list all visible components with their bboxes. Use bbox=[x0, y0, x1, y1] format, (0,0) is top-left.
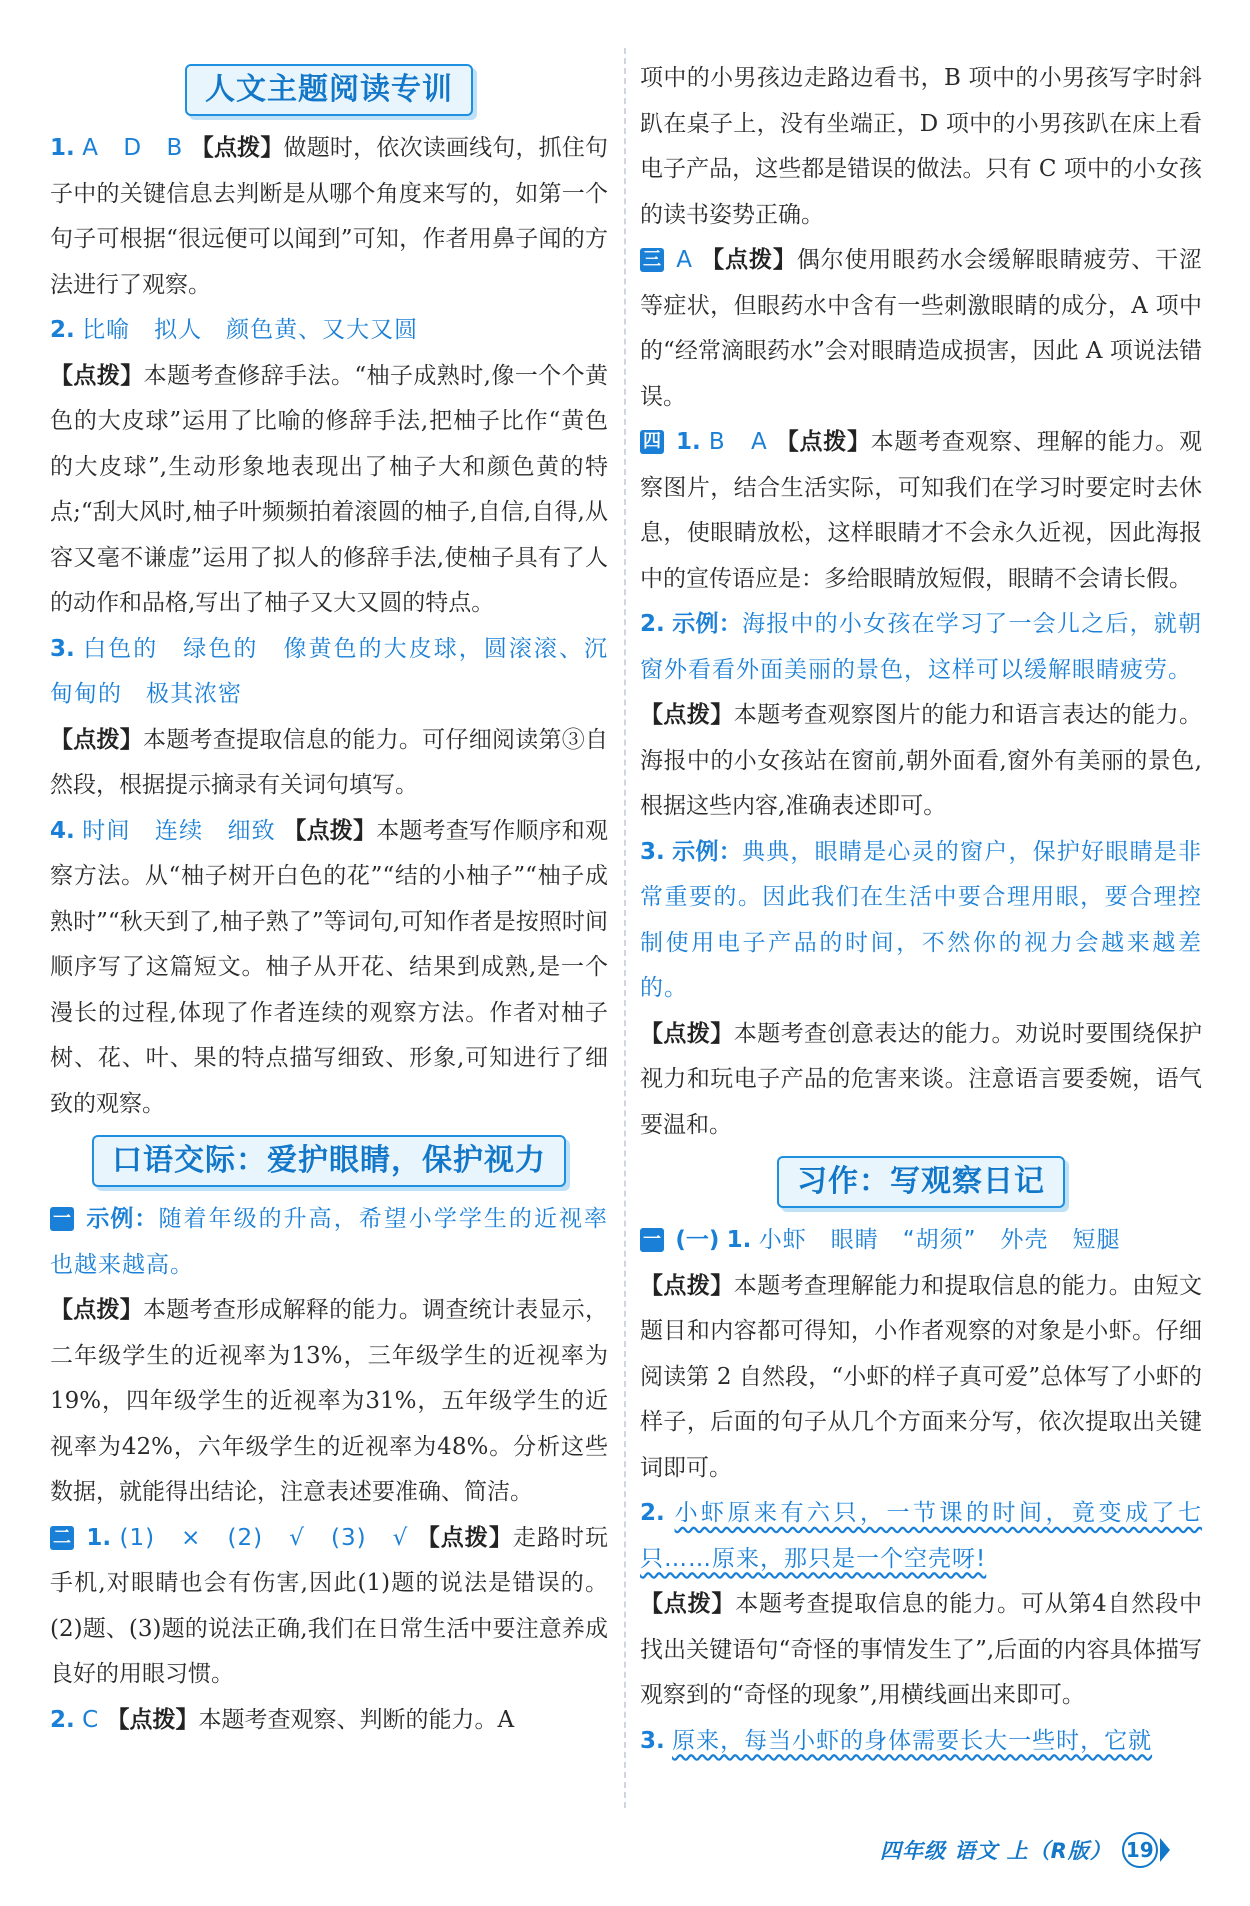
page-footer bbox=[880, 1830, 1170, 1870]
writing-part-1: 一 (一) 1. 小虾 眼睛 “胡须” 外壳 短腿 bbox=[640, 1218, 1202, 1264]
writing-q2-hint: 【点拨】本题考查提取信息的能力。可从第4自然段中找出关键语句“奇怪的事情发生了”,后面的内容具体描写观察到的“奇怪的现象”,用横线画出来即可。 bbox=[640, 1591, 1203, 1708]
oral-part-3: 三 A 【点拨】偶尔使用眼药水会缓解眼睛疲劳、干涩等症状，但眼药水中含有一些刺激眼睛的成分，A 项中的“经常滴眼药水”会对眼睛造成损害，因此 A 项说法错误。 bbox=[640, 247, 1203, 410]
oral-part-4-q2-hint: 【点拨】本题考查观察图片的能力和语言表达的能力。海报中的小女孩站在窗前,朝外面看,窗外有美丽的景色,根据这些内容,准确表述即可。 bbox=[640, 702, 1203, 819]
question-2-hint: 【点拨】本题考查修辞手法。“柚子成熟时,像一个个黄色的大皮球”运用了比喻的修辞手法,把柚子比作“黄色的大皮球”,生动形象地表现出了柚子大和颜色黄的特点;“刮大风时,柚子叶频频拍着滚圆的柚子,自信,自得,从容又毫不谦虚”运用了拟人的修辞手法,使柚子具有了人的动作和品格,写出了柚子又大又圆的特点。 bbox=[50, 362, 608, 616]
writing-q3: 3. 原来，每当小虾的身体需要长大一些时，它就 bbox=[640, 1727, 1153, 1754]
column-divider bbox=[624, 48, 626, 1808]
question-3: 3. 白色的 绿色的 像黄色的大皮球，圆滚滚、沉甸甸的 极其浓密 bbox=[50, 635, 609, 707]
oral-part-2: 二 1. (1) × (2) √ (3) √ 【点拨】走路时玩手机,对眼睛也会有伤害,因此(1)题的说法是错误的。(2)题、(3)题的说法正确,我们在日常生活中要注意养成良好的用眼习惯。 bbox=[50, 1524, 609, 1687]
question-1: 1. A D B 【点拨】做题时，依次读画线句，抓住句子中的关键信息去判断是从哪个角度来写的，如第一个句子可根据“很远便可以闻到”可知，作者用鼻子闻的方法进行了观察。 bbox=[50, 135, 609, 298]
question-3-hint: 【点拨】本题考查提取信息的能力。可仔细阅读第③自然段，根据提示摘录有关词句填写。 bbox=[50, 726, 609, 798]
writing-part-1-hint: 【点拨】本题考查理解能力和提取信息的能力。由短文题目和内容都可得知，小作者观察的对象是小虾。仔细阅读第 2 自然段，“小虾的样子真可爱”总体写了小虾的样子，后面的句子从几个方面来分写，依次提取出关键词即可。 bbox=[640, 1272, 1203, 1481]
oral-part-4-q2: 2. 示例：海报中的小女孩在学习了一会儿之后，就朝窗外看看外面美丽的景色，这样可以缓解眼睛疲劳。 bbox=[640, 611, 1203, 683]
oral-part-4-q3: 3. 示例：典典，眼睛是心灵的窗户，保护好眼睛是非常重要的。因此我们在生活中要合理用眼，要合理控制使用电子产品的时间，不然你的视力会越来越差的。 bbox=[640, 838, 1203, 1001]
section-title-writing: 习作：写观察日记 bbox=[777, 1156, 1065, 1208]
grade-subject-label: 四年级 语文 上（R版） bbox=[880, 1839, 1112, 1863]
section-title-reading: 人文主题阅读专训 bbox=[185, 64, 473, 116]
section-title-oral: 口语交际：爱护眼睛，保护视力 bbox=[92, 1135, 566, 1187]
right-column bbox=[640, 56, 1202, 1764]
question-2: 2. 比喻 拟人 颜色黄、又大又圆 bbox=[50, 317, 419, 343]
page-number: 19 bbox=[1122, 1832, 1158, 1868]
oral-part-2-q2: 2. C 【点拨】本题考查观察、判断的能力。A bbox=[50, 1706, 515, 1733]
oral-part-4: 四 1. B A 【点拨】本题考查观察、理解的能力。观察图片，结合生活实际，可知我们在学习时要定时去休息，使眼睛放松，这样眼睛才不会永久近视，因此海报中的宣传语应是：多给眼睛放短假，眼睛不会请长假。 bbox=[640, 429, 1203, 592]
left-column bbox=[50, 56, 608, 1743]
oral-part-4-q3-hint: 【点拨】本题考查创意表达的能力。劝说时要围绕保护视力和玩电子产品的危害来谈。注意语言要委婉，语气要温和。 bbox=[640, 1020, 1203, 1138]
page-arrow-icon bbox=[1160, 1838, 1170, 1862]
oral-part-1: 一 示例：随着年级的升高，希望小学学生的近视率也越来越高。 bbox=[50, 1206, 609, 1278]
writing-q2: 2. 小虾原来有六只，一节课的时间，竟变成了七只……原来，那只是一个空壳呀! bbox=[640, 1500, 1203, 1572]
question-4: 4. 时间 连续 细致 【点拨】本题考查写作顺序和观察方法。从“柚子树开白色的花”“结的小柚子”“柚子成熟时”“秋天到了,柚子熟了”等词句,可知作者是按照时间顺序写了这篇短文。柚子从开花、结果到成熟,是一个漫长的过程,体现了作者连续的观察方法。作者对柚子树、花、叶、果的特点描写细致、形象,可知进行了细致的观察。 bbox=[50, 817, 609, 1117]
oral-part-1-hint: 【点拨】本题考查形成解释的能力。调查统计表显示，二年级学生的近视率为13%，三年级学生的近视率为19%，四年级学生的近视率为31%，五年级学生的近视率为42%，六年级学生的近视率为48%。分析这些数据，就能得出结论，注意表述要准确、简洁。 bbox=[50, 1297, 609, 1505]
continued-text: 项中的小男孩边走路边看书，B 项中的小男孩写字时斜趴在桌子上，没有坐端正，D 项中的小男孩趴在床上看电子产品，这些都是错误的做法。只有 C 项中的小女孩的读书姿势正确。 bbox=[640, 65, 1202, 228]
